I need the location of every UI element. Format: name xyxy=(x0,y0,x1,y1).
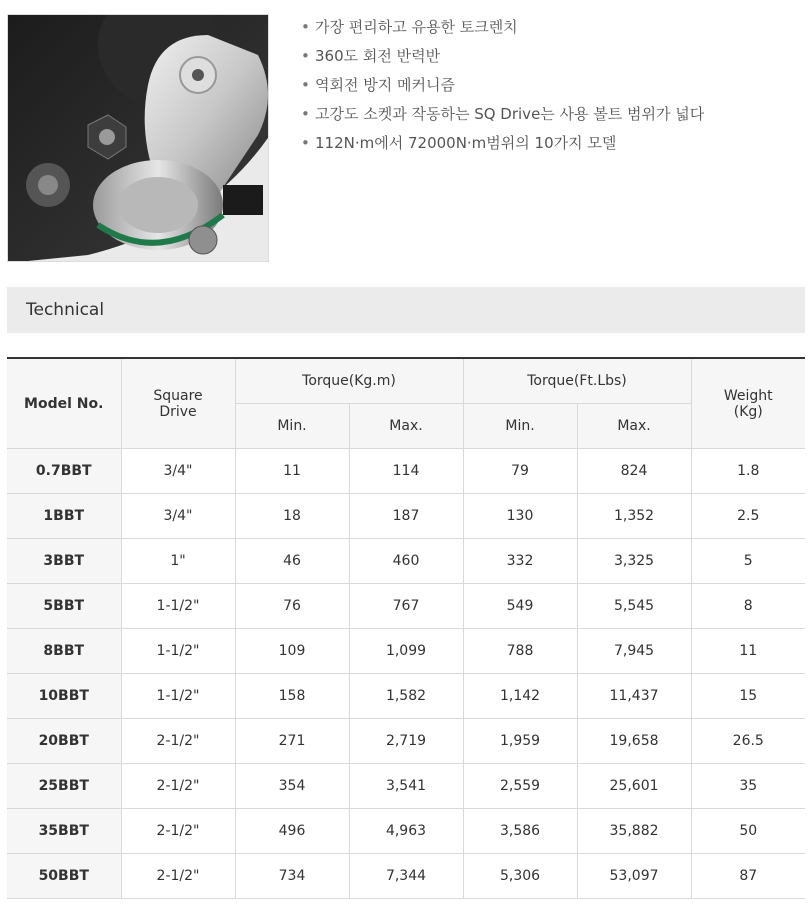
cell-ft-max: 5,545 xyxy=(577,584,691,629)
table-row xyxy=(7,764,805,809)
header-model: Model No. xyxy=(7,358,121,449)
header-weight: Weight (Kg) xyxy=(691,358,805,449)
cell-kgm-max: 3,541 xyxy=(349,764,463,809)
cell-drive: 1" xyxy=(121,539,235,584)
header-kgm-max: Max. xyxy=(349,404,463,449)
header-square-drive: Square Drive xyxy=(121,358,235,449)
cell-ft-min: 130 xyxy=(463,494,577,539)
product-photo xyxy=(7,14,269,262)
cell-ft-max: 824 xyxy=(577,449,691,494)
cell-kgm-min: 158 xyxy=(235,674,349,719)
cell-weight: 2.5 xyxy=(691,494,805,539)
bullet: • xyxy=(301,76,310,94)
cell-ft-max: 7,945 xyxy=(577,629,691,674)
header-ft-max: Max. xyxy=(577,404,691,449)
cell-kgm-min: 46 xyxy=(235,539,349,584)
header-row xyxy=(7,358,805,404)
table-row xyxy=(7,674,805,719)
cell-weight: 50 xyxy=(691,809,805,854)
cell-drive: 2-1/2" xyxy=(121,854,235,899)
cell-ft-max: 53,097 xyxy=(577,854,691,899)
cell-drive: 1-1/2" xyxy=(121,629,235,674)
cell-model: 25BBT xyxy=(7,764,121,809)
cell-ft-min: 2,559 xyxy=(463,764,577,809)
table-row xyxy=(7,719,805,764)
cell-ft-max: 3,325 xyxy=(577,539,691,584)
feature-item: • 역회전 방지 메커니즘 xyxy=(301,71,704,100)
bullet: • xyxy=(301,47,310,65)
cell-drive: 1-1/2" xyxy=(121,674,235,719)
cell-ft-min: 332 xyxy=(463,539,577,584)
cell-model: 3BBT xyxy=(7,539,121,584)
table-row xyxy=(7,629,805,674)
cell-drive: 2-1/2" xyxy=(121,809,235,854)
cell-ft-min: 1,142 xyxy=(463,674,577,719)
bullet: • xyxy=(301,18,310,36)
spec-table-body xyxy=(7,449,805,899)
feature-item: • 112N·m에서 72000N·m범위의 10가지 모델 xyxy=(301,129,704,158)
header-kgm-min: Min. xyxy=(235,404,349,449)
cell-weight: 87 xyxy=(691,854,805,899)
header-torque-kgm: Torque(Kg.m) xyxy=(235,358,463,404)
cell-drive: 2-1/2" xyxy=(121,719,235,764)
cell-kgm-min: 76 xyxy=(235,584,349,629)
feature-list xyxy=(301,13,704,158)
cell-kgm-min: 109 xyxy=(235,629,349,674)
cell-kgm-max: 767 xyxy=(349,584,463,629)
cell-weight: 15 xyxy=(691,674,805,719)
cell-model: 20BBT xyxy=(7,719,121,764)
feature-item: • 360도 회전 반력반 xyxy=(301,42,704,71)
table-row xyxy=(7,449,805,494)
cell-model: 8BBT xyxy=(7,629,121,674)
cell-ft-max: 35,882 xyxy=(577,809,691,854)
feature-item: • 고강도 소켓과 작동하는 SQ Drive는 사용 볼트 범위가 넓다 xyxy=(301,100,704,129)
cell-model: 35BBT xyxy=(7,809,121,854)
cell-kgm-max: 460 xyxy=(349,539,463,584)
table-row xyxy=(7,494,805,539)
cell-drive: 2-1/2" xyxy=(121,764,235,809)
cell-ft-min: 79 xyxy=(463,449,577,494)
cell-drive: 3/4" xyxy=(121,494,235,539)
cell-kgm-max: 187 xyxy=(349,494,463,539)
cell-kgm-max: 2,719 xyxy=(349,719,463,764)
cell-weight: 35 xyxy=(691,764,805,809)
cell-ft-max: 25,601 xyxy=(577,764,691,809)
cell-weight: 26.5 xyxy=(691,719,805,764)
cell-kgm-min: 496 xyxy=(235,809,349,854)
cell-weight: 1.8 xyxy=(691,449,805,494)
cell-kgm-max: 1,582 xyxy=(349,674,463,719)
cell-ft-min: 3,586 xyxy=(463,809,577,854)
cell-kgm-min: 734 xyxy=(235,854,349,899)
cell-ft-max: 11,437 xyxy=(577,674,691,719)
cell-ft-min: 5,306 xyxy=(463,854,577,899)
cell-model: 10BBT xyxy=(7,674,121,719)
header-torque-ftlbs: Torque(Ft.Lbs) xyxy=(463,358,691,404)
cell-weight: 11 xyxy=(691,629,805,674)
table-row xyxy=(7,809,805,854)
cell-model: 5BBT xyxy=(7,584,121,629)
cell-kgm-max: 7,344 xyxy=(349,854,463,899)
cell-drive: 3/4" xyxy=(121,449,235,494)
cell-kgm-min: 11 xyxy=(235,449,349,494)
cell-kgm-min: 18 xyxy=(235,494,349,539)
cell-kgm-min: 271 xyxy=(235,719,349,764)
cell-kgm-max: 1,099 xyxy=(349,629,463,674)
section-title-technical: Technical xyxy=(7,287,805,333)
cell-weight: 5 xyxy=(691,539,805,584)
cell-drive: 1-1/2" xyxy=(121,584,235,629)
cell-ft-min: 549 xyxy=(463,584,577,629)
cell-kgm-min: 354 xyxy=(235,764,349,809)
cell-model: 0.7BBT xyxy=(7,449,121,494)
cell-ft-min: 788 xyxy=(463,629,577,674)
table-row xyxy=(7,539,805,584)
cell-ft-max: 19,658 xyxy=(577,719,691,764)
cell-ft-max: 1,352 xyxy=(577,494,691,539)
spec-table xyxy=(7,357,805,899)
cell-kgm-max: 114 xyxy=(349,449,463,494)
bullet: • xyxy=(301,134,310,152)
feature-item: • 가장 편리하고 유용한 토크렌치 xyxy=(301,13,704,42)
cell-model: 50BBT xyxy=(7,854,121,899)
table-row xyxy=(7,854,805,899)
cell-ft-min: 1,959 xyxy=(463,719,577,764)
cell-model: 1BBT xyxy=(7,494,121,539)
table-row xyxy=(7,584,805,629)
hydraulic-torque-wrench-illustration xyxy=(8,15,269,262)
cell-kgm-max: 4,963 xyxy=(349,809,463,854)
cell-weight: 8 xyxy=(691,584,805,629)
bullet: • xyxy=(301,105,310,123)
header-ft-min: Min. xyxy=(463,404,577,449)
